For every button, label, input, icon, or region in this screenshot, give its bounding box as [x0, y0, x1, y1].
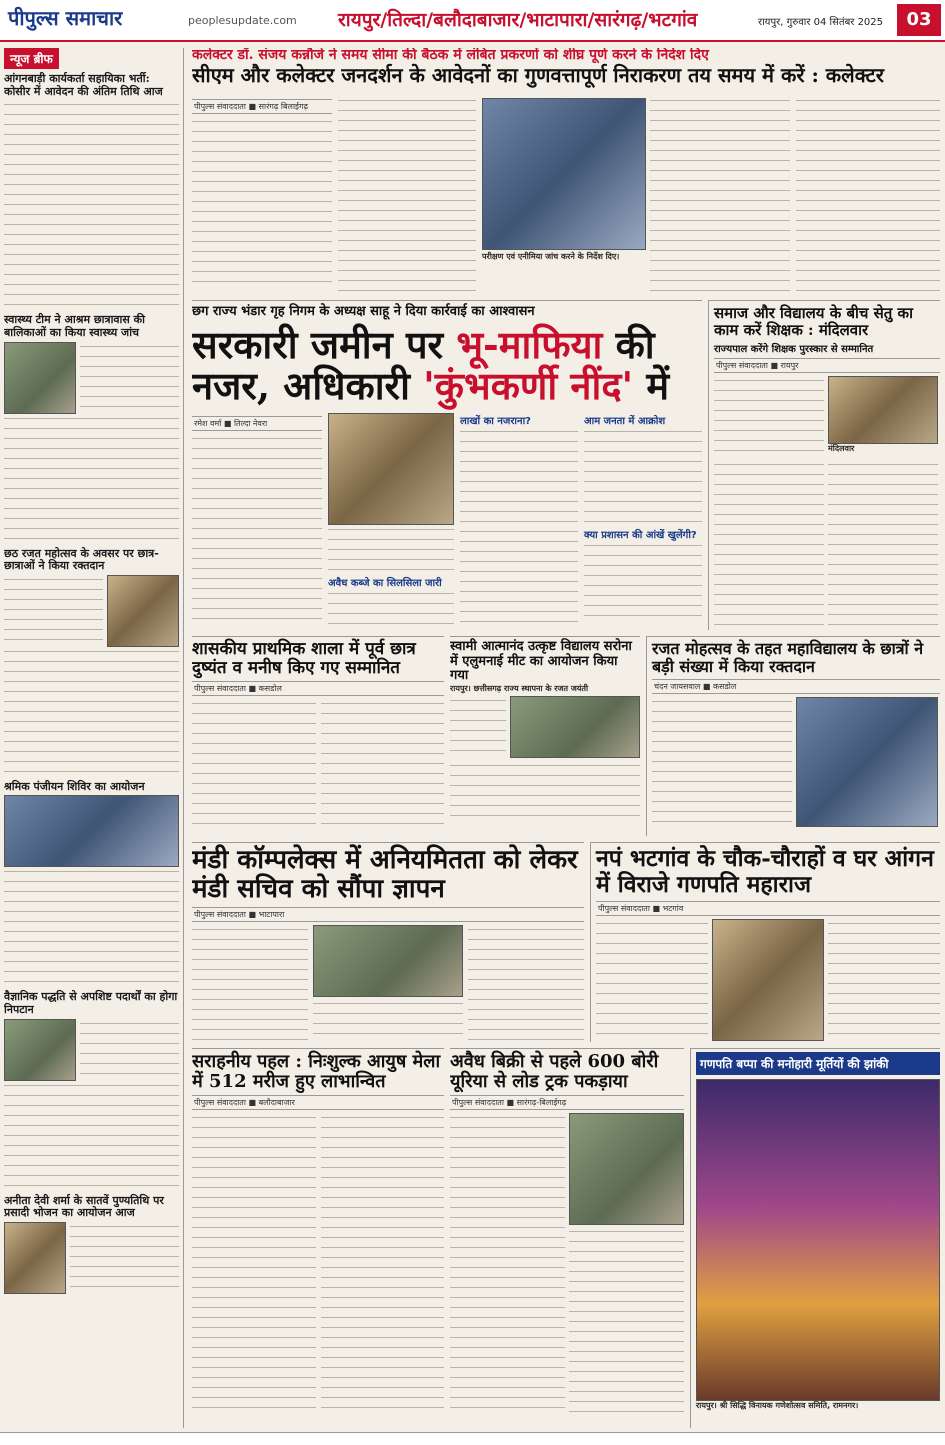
ganpati-jhanki-story — [690, 1048, 940, 1428]
story-byline: पीपुल्स संवाददाता ■ भाटापारा — [192, 907, 584, 922]
main-story — [192, 300, 702, 630]
brief-photo — [4, 342, 76, 414]
newspaper-logo: पीपुल्स समाचार — [8, 6, 123, 30]
lead-photo — [482, 98, 646, 250]
story-headline: गणपति बप्पा की मनोहारी मूर्तियों की झांकी — [696, 1052, 940, 1075]
brief-title: स्वास्थ्य टीम ने आश्रम छात्रावास की बालिकाओं का किया स्वास्थ्य जांच — [4, 313, 145, 339]
story-photo — [712, 919, 824, 1041]
brief-body — [4, 867, 179, 987]
brief-body — [4, 414, 179, 544]
photo-caption: रायपुर। श्री सिद्धि विनायक गणेशोत्सव समिति, रामनगर। — [696, 1401, 859, 1410]
edition-cities: रायपुर/तिल्दा/बलौदाबाजार/भाटापारा/सारंगढ़/भटगांव — [338, 9, 698, 31]
teacher-photo — [828, 376, 938, 444]
story-photo — [796, 697, 938, 827]
story-headline: रजत मोहत्सव के तहत महाविद्यालय के छात्रों ने बड़ी संख्या में किया रक्तदान — [652, 639, 924, 676]
main-subhead: आम जनता में आक्रोश — [584, 416, 666, 427]
main-photo — [328, 413, 454, 525]
story-headline: मंडी कॉम्पलेक्स में अनियमितता को लेकर मंडी सचिव को सौंपा ज्ञापन — [192, 845, 578, 905]
lead-headline: सीएम और कलेक्टर जनदर्शन के आवेदनों का गुणवत्तापूर्ण निराकरण तय समय में करें : कलेक्टर — [192, 62, 884, 87]
story-byline: पीपुल्स संवाददाता ■ कसडोल — [192, 681, 444, 696]
main-byline: रमेश वर्मा ■ तिल्दा नेवरा — [192, 416, 322, 431]
brief-title: छठ रजत महोत्सव के अवसर पर छात्र-छात्राओं ने किया रक्तदान — [4, 546, 159, 573]
brief-photo — [4, 1019, 76, 1081]
news-brief-tag: न्यूज ब्रीफ — [4, 48, 59, 69]
masthead — [0, 0, 945, 42]
lead-story — [192, 96, 940, 294]
story-photo — [510, 696, 640, 758]
story-byline: रायपुर। छत्तीसगढ़ राज्य स्थापना के रजत जयंती — [450, 683, 589, 693]
brief-title: अनीता देवी शर्मा के सातवें पुण्यतिथि पर प्रसादी भोजन का आयोजन आज — [4, 1193, 164, 1220]
site-url[interactable]: peoplesupdate.com — [188, 14, 297, 27]
story-byline: पीपुल्स संवाददाता ■ भटगांव — [596, 901, 940, 916]
story-photo — [313, 925, 463, 997]
story-headline: स्वामी आत्मानंद उत्कृष्ट विद्यालय सरोना में एलुमनाई मीट का आयोजन किया गया — [450, 639, 632, 684]
story-headline: शासकीय प्राथमिक शाला में पूर्व छात्र दुष्यंत व मनीष किए गए सम्मानित — [192, 639, 416, 679]
story-headline: नपं भटगांव के चौक-चौराहों व घर आंगन में विराजे गणपति महाराज — [596, 845, 934, 898]
brief-photo — [4, 795, 179, 867]
main-subhead: लाखों का नजराना? — [460, 416, 531, 427]
page-number: 03 — [897, 4, 941, 36]
main-subhead: अवैध कब्जे का सिलसिला जारी — [328, 578, 442, 589]
teacher-subhead: राज्यपाल करेंगे शिक्षक पुरस्कार से सम्मानित — [714, 343, 874, 355]
main-headline: सरकारी जमीन पर भू-माफिया की नजर, अधिकारी 'कुंभकर्णी नींद' में — [192, 321, 670, 409]
teacher-photo-caption: मंदिलवार — [828, 443, 855, 453]
brief-photo — [4, 1222, 66, 1294]
ayush-story — [192, 1048, 444, 1428]
story-headline: सराहनीय पहल : निःशुल्क आयुष मेला में 512 मरीज हुए लाभान्वित — [192, 1051, 441, 1093]
brief-body — [4, 647, 179, 777]
main-subhead: क्या प्रशासन की आंखें खुलेंगी? — [584, 530, 697, 541]
main-kicker: छग राज्य भंडार गृह निगम के अध्यक्ष साहू ने दिया कार्रवाई का आश्वासन — [192, 304, 535, 319]
brief-body — [4, 100, 179, 310]
lead-kicker: कलेक्टर डॉ. संजय कन्नौजे ने समय सीमा की बैठक में लंबित प्रकरणों को शीघ्र पूर्ण करने के निर्देश दिए — [192, 48, 709, 63]
story-photo — [569, 1113, 684, 1225]
story-byline: पीपुल्स संवाददाता ■ बलौदाबाजार — [192, 1095, 444, 1110]
page-footer — [0, 1432, 945, 1445]
lead-byline: पीपुल्स संवाददाता ■ सारंगढ़ बिलाईगढ़ — [192, 99, 332, 114]
brief-title: आंगनबाड़ी कार्यकर्ता सहायिका भर्ती: कोसीर में आवेदन की अंतिम तिथि आज — [4, 72, 163, 98]
brief-body — [4, 1081, 179, 1191]
alumni-meet-story — [450, 636, 640, 836]
dateline: रायपुर, गुरुवार 04 सितंबर 2025 — [758, 17, 884, 28]
urea-truck-story — [450, 1048, 684, 1428]
ganpati-bhatgaon-story — [590, 842, 940, 1042]
lead-caption: परीक्षण एवं एनीमिया जांच करने के निर्देश दिए। — [482, 252, 620, 261]
ganpati-photo — [696, 1079, 940, 1401]
teacher-story — [708, 300, 940, 630]
teacher-headline: समाज और विद्यालय के बीच सेतु का काम करें शिक्षक : मंदिलवार — [714, 304, 913, 339]
news-brief-column — [4, 48, 184, 1428]
brief-title: वैज्ञानिक पद्धति से अपशिष्ट पदार्थों का होगा निपटान — [4, 990, 178, 1017]
story-headline: अवैध बिक्री से पहले 600 बोरी यूरिया से लोड ट्रक पकड़ाया — [450, 1051, 659, 1093]
lead-headline-block — [192, 48, 940, 92]
teacher-byline: पीपुल्स संवाददाता ■ रायपुर — [714, 358, 940, 373]
alumni-honour-story — [192, 636, 444, 836]
brief-title: श्रमिक पंजीयन शिविर का आयोजन — [4, 779, 145, 793]
blood-donation-story — [646, 636, 940, 836]
story-byline: पीपुल्स संवाददाता ■ सारंगढ़-बिलाईगढ़ — [450, 1095, 684, 1110]
mandi-story — [192, 842, 584, 1042]
brief-photo — [107, 575, 179, 647]
story-byline: चंदन जायसवाल ■ कसडोल — [652, 679, 940, 694]
